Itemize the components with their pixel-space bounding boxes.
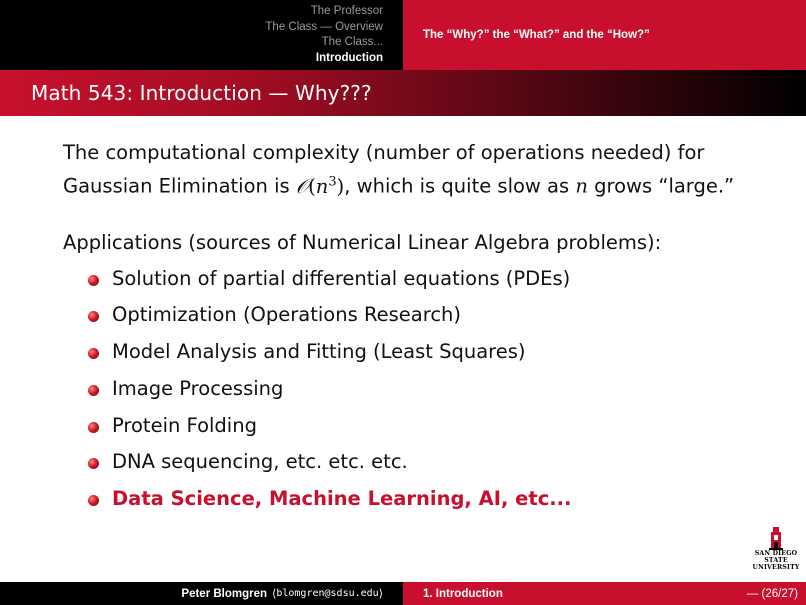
list-item — [88, 371, 763, 408]
nav-section-class-overview[interactable]: The Class — Overview — [265, 20, 383, 33]
paren-close: ) — [336, 174, 345, 198]
sdsu-tower-icon — [768, 526, 784, 550]
frame-title-bar — [0, 70, 806, 116]
bullet-icon — [88, 458, 99, 469]
big-o-expression — [296, 175, 344, 198]
bullet-icon — [88, 348, 99, 359]
frame-title: Math 543: Introduction — Why??? — [31, 81, 372, 105]
nav-section-professor[interactable]: The Professor — [310, 5, 383, 17]
nav-section-introduction[interactable]: Introduction — [315, 51, 383, 64]
footer-bar — [0, 582, 806, 605]
complexity-text-mid: , which is quite slow as — [344, 174, 576, 198]
list-item — [88, 261, 763, 298]
list-item-text: DNA sequencing, etc. etc. etc. — [112, 450, 408, 474]
bullet-icon — [88, 422, 99, 433]
list-item-text: Optimization (Operations Research) — [112, 303, 462, 327]
math-exponent: 3 — [328, 174, 337, 189]
bullet-icon — [88, 385, 99, 396]
list-item — [88, 408, 763, 445]
navigation-bar — [0, 0, 806, 70]
complexity-paragraph — [63, 138, 763, 201]
bullet-icon — [88, 495, 99, 506]
footer-lang: ⟨ — [272, 587, 277, 600]
bullet-icon — [88, 311, 99, 322]
nav-section-class[interactable]: The Class... — [321, 36, 383, 48]
math-n-inline: n — [575, 174, 588, 198]
applications-label: Applications (sources of Numerical Linear Algebra problems): — [63, 230, 662, 254]
list-item — [88, 334, 763, 371]
list-item-text: Protein Folding — [112, 413, 257, 437]
university-logo — [746, 526, 806, 571]
footer-email: blomgren@sdsu.edu — [276, 588, 379, 599]
footer-section-block — [403, 582, 806, 605]
footer-section[interactable]: 1. Introduction — [423, 587, 503, 600]
math-n: n — [315, 174, 329, 198]
footer-author: Peter Blomgren — [181, 587, 268, 600]
big-o-symbol: 𝒪 — [295, 174, 309, 198]
paren-open: ( — [308, 174, 316, 198]
footer-page-number: — (26/27) — [746, 587, 798, 600]
subsection-navigation — [403, 0, 806, 70]
footer-author-block — [0, 582, 403, 605]
list-item-text: Data Science, Machine Learning, AI, etc... — [112, 487, 572, 511]
list-item — [88, 444, 763, 481]
logo-line-1: SAN DIEGO STATE — [754, 550, 798, 564]
list-item-text: Solution of partial differential equations (PDEs) — [112, 266, 571, 290]
nav-subsection-why-what-how[interactable]: The “Why?” the “What?” and the “How?” — [423, 29, 650, 41]
bullet-icon — [88, 275, 99, 286]
section-navigation — [0, 0, 403, 70]
list-item-text: Image Processing — [112, 376, 284, 400]
list-item — [88, 297, 763, 334]
slide-content — [63, 138, 763, 518]
list-item-text: Model Analysis and Fitting (Least Squares) — [112, 340, 526, 364]
list-item-highlighted — [88, 481, 763, 518]
complexity-text-start: The computational complexity (number of operations needed) for Gaussian Elimination is — [63, 141, 705, 198]
footer-rang: ⟩ — [378, 587, 383, 600]
logo-line-2: UNIVERSITY — [752, 564, 800, 571]
complexity-text-end: grows “large.” — [587, 174, 735, 198]
applications-list — [63, 261, 763, 519]
